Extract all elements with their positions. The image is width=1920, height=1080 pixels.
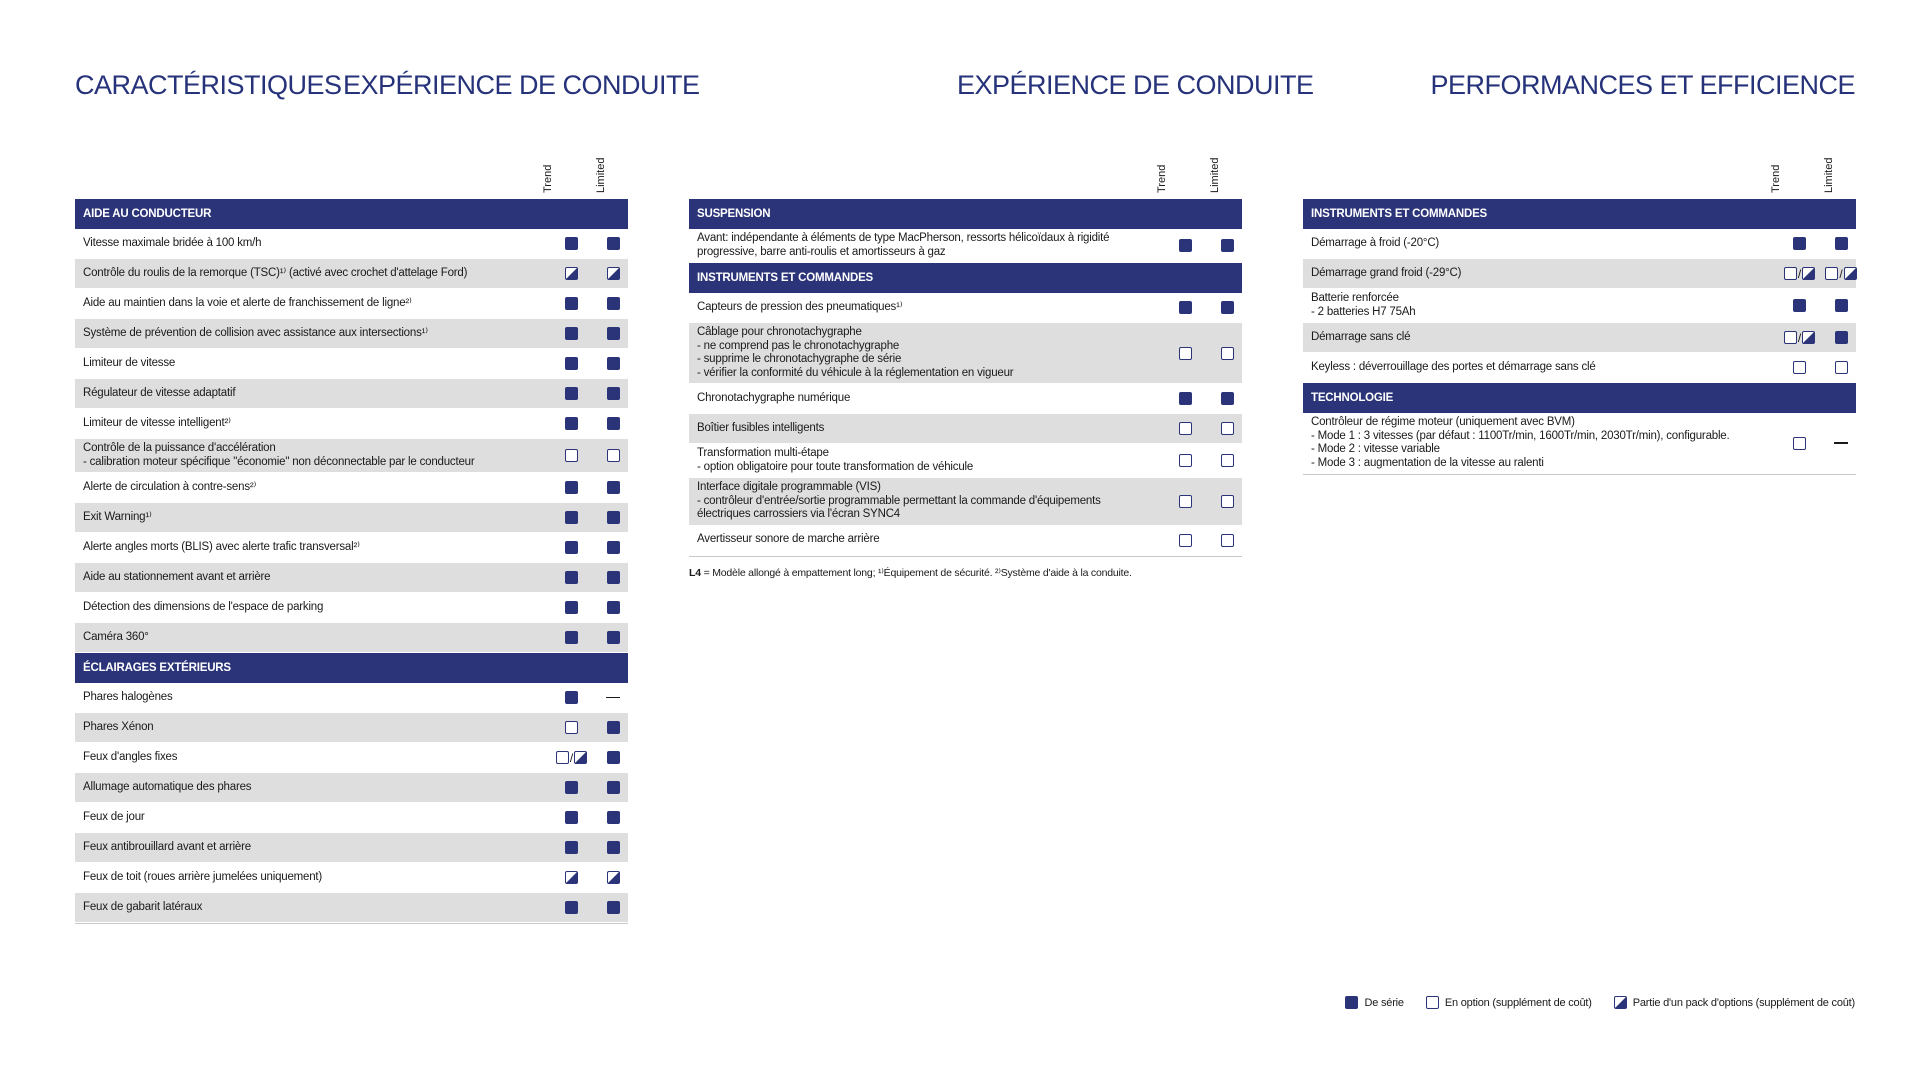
trend-cell (545, 237, 598, 250)
trend-cell (1773, 361, 1826, 374)
table-end-rule (689, 556, 1242, 557)
standard-square-icon (565, 327, 578, 340)
legend-standard-label: De série (1364, 996, 1404, 1009)
standard-square-icon (565, 571, 578, 584)
standard-square-icon (1793, 299, 1806, 312)
not-available-dash-icon (606, 697, 620, 699)
section-header: INSTRUMENTS ET COMMANDES (1303, 199, 1856, 229)
option-square-icon (607, 449, 620, 462)
limited-cell (598, 631, 628, 644)
standard-square-icon (607, 571, 620, 584)
standard-square-icon (565, 691, 578, 704)
pack-square-icon (1614, 996, 1627, 1009)
standard-square-icon (565, 297, 578, 310)
spec-column-2 (689, 0, 1242, 579)
trend-cell (545, 511, 598, 524)
feature-label: Batterie renforcée - 2 batteries H7 75Ah (1311, 292, 1416, 318)
limited-cell (1826, 442, 1856, 444)
trend-cell (1773, 237, 1826, 250)
table-row (689, 444, 1242, 478)
trend-cell (1773, 331, 1826, 345)
table-row (75, 833, 628, 863)
column-header-trend-label: Trend (1156, 164, 1168, 193)
limited-cell (598, 841, 628, 854)
trend-cell (545, 601, 598, 614)
feature-label: Feux de jour (83, 810, 145, 823)
feature-label: Limiteur de vitesse (83, 356, 176, 369)
column-header-trend (538, 151, 558, 193)
limited-cell (598, 417, 628, 430)
trend-cell (545, 571, 598, 584)
trend-cell (545, 481, 598, 494)
table-row (75, 229, 628, 259)
feature-label: Keyless : déverrouillage des portes et démarrage sans clé (1311, 360, 1596, 373)
table-row (1303, 353, 1856, 383)
option-square-icon (1179, 495, 1192, 508)
option-square-icon (1784, 267, 1797, 280)
feature-label: Phares Xénon (83, 720, 154, 733)
trend-cell (545, 449, 598, 462)
pack-square-icon (1844, 267, 1857, 280)
table-row (75, 563, 628, 593)
trend-cell (1159, 347, 1212, 360)
feature-label: Contrôle de la puissance d'accélération - calibration moteur spécifique "économie" non déconnectable par le conducteur (83, 442, 475, 468)
feature-label: Alerte angles morts (BLIS) avec alerte trafic transversal²⁾ (83, 540, 360, 553)
option-square-icon (1179, 454, 1192, 467)
limited-cell (598, 267, 628, 280)
trend-cell (545, 541, 598, 554)
footnote-model-code: L4 (689, 566, 701, 579)
limited-cell (598, 387, 628, 400)
pack-square-icon (565, 267, 578, 280)
standard-square-icon (565, 631, 578, 644)
option-square-icon (565, 721, 578, 734)
page-title-experience-1: EXPÉRIENCE DE CONDUITE (343, 70, 700, 100)
standard-square-icon (1835, 237, 1848, 250)
pack-square-icon (565, 871, 578, 884)
feature-label: Boîtier fusibles intelligents (697, 421, 825, 434)
feature-label: Démarrage grand froid (-29°C) (1311, 266, 1462, 279)
table-row (689, 384, 1242, 414)
standard-square-icon (607, 751, 620, 764)
option-or-pack-indicator (1784, 267, 1815, 281)
trend-cell (1159, 454, 1212, 467)
standard-square-icon (1179, 301, 1192, 314)
feature-label: Capteurs de pression des pneumatiques¹⁾ (697, 300, 903, 313)
standard-square-icon (607, 541, 620, 554)
table-row (689, 478, 1242, 526)
section-header: TECHNOLOGIE (1303, 383, 1856, 413)
legend-standard (1345, 996, 1403, 1009)
feature-label: Alerte de circulation à contre-sens²⁾ (83, 480, 257, 493)
feature-label: Système de prévention de collision avec assistance aux intersections¹⁾ (83, 326, 428, 339)
feature-label: Feux de toit (roues arrière jumelées uniquement) (83, 870, 323, 883)
table-row (1303, 323, 1856, 353)
standard-square-icon (607, 327, 620, 340)
feature-label: Feux de gabarit latéraux (83, 900, 203, 913)
standard-square-icon (565, 541, 578, 554)
limited-cell (1212, 534, 1242, 547)
limited-cell (598, 481, 628, 494)
limited-cell (598, 901, 628, 914)
footnote-text: = Modèle allongé à empattement long; ¹⁾Équipement de sécurité. ²⁾Système d'aide à la conduite. (700, 566, 1132, 579)
limited-cell (1826, 267, 1856, 281)
column-header-trend-label: Trend (542, 164, 554, 193)
limited-cell (598, 357, 628, 370)
option-square-icon (1221, 347, 1234, 360)
slash-separator: / (569, 750, 574, 765)
trend-cell (545, 691, 598, 704)
option-square-icon (1179, 534, 1192, 547)
standard-square-icon (607, 511, 620, 524)
feature-label: Interface digitale programmable (VIS) - contrôleur d'entrée/sortie programmable permettant la commande d'équipements électriques carrossiers via l'écran SYNC4 (697, 481, 1101, 520)
trend-cell (1159, 392, 1212, 405)
standard-square-icon (565, 387, 578, 400)
pack-square-icon (607, 871, 620, 884)
trend-cell (545, 327, 598, 340)
option-square-icon (1179, 347, 1192, 360)
trend-cell (545, 721, 598, 734)
standard-square-icon (565, 841, 578, 854)
limited-cell (1212, 495, 1242, 508)
table-row (75, 409, 628, 439)
feature-label: Démarrage sans clé (1311, 330, 1411, 343)
table-row (75, 623, 628, 653)
page-title-performances: PERFORMANCES ET EFFICIENCE (1430, 70, 1855, 100)
standard-square-icon (607, 781, 620, 794)
limited-cell (1212, 422, 1242, 435)
limited-cell (598, 721, 628, 734)
standard-square-icon (1179, 239, 1192, 252)
standard-square-icon (607, 841, 620, 854)
standard-square-icon (565, 417, 578, 430)
standard-square-icon (565, 357, 578, 370)
table-row (75, 319, 628, 349)
pack-square-icon (1802, 331, 1815, 344)
legend-pack (1614, 996, 1855, 1009)
limited-cell (598, 511, 628, 524)
trend-cell (1159, 239, 1212, 252)
feature-label: Feux d'angles fixes (83, 750, 178, 763)
option-square-icon (1426, 996, 1439, 1009)
standard-square-icon (565, 781, 578, 794)
option-square-icon (565, 449, 578, 462)
feature-label: Feux antibrouillard avant et arrière (83, 840, 251, 853)
footnote (689, 567, 1242, 579)
feature-label: Caméra 360° (83, 630, 149, 643)
option-square-icon (1825, 267, 1838, 280)
table-row (75, 713, 628, 743)
option-square-icon (1221, 495, 1234, 508)
slash-separator: / (1797, 330, 1802, 345)
standard-square-icon (1179, 392, 1192, 405)
limited-cell (598, 601, 628, 614)
limited-cell (1212, 454, 1242, 467)
spec-column-1 (75, 0, 628, 924)
section-header: AIDE AU CONDUCTEUR (75, 199, 628, 229)
limited-cell (598, 781, 628, 794)
option-square-icon (1221, 422, 1234, 435)
table-row (689, 526, 1242, 556)
slash-separator: / (1839, 266, 1843, 281)
standard-square-icon (1793, 237, 1806, 250)
limited-cell (1212, 239, 1242, 252)
trend-cell (1773, 437, 1826, 450)
slash-separator: / (1797, 266, 1802, 281)
feature-label: Phares halogènes (83, 690, 173, 703)
standard-square-icon (565, 811, 578, 824)
trend-cell (545, 357, 598, 370)
limited-cell (1212, 392, 1242, 405)
table-row (75, 683, 628, 713)
option-or-pack-indicator (1784, 331, 1815, 345)
limited-cell (598, 449, 628, 462)
standard-square-icon (565, 601, 578, 614)
option-square-icon (1793, 437, 1806, 450)
feature-label: Contrôle du roulis de la remorque (TSC)¹⁾ (activé avec crochet d'attelage Ford) (83, 266, 468, 279)
option-square-icon (1221, 454, 1234, 467)
table-row (1303, 229, 1856, 259)
limited-cell (598, 871, 628, 884)
feature-label: Aide au maintien dans la voie et alerte de franchissement de ligne²⁾ (83, 296, 412, 309)
pack-square-icon (574, 751, 587, 764)
spec-column-3 (1303, 0, 1856, 475)
section-header: INSTRUMENTS ET COMMANDES (689, 263, 1242, 293)
trend-cell (545, 841, 598, 854)
feature-label: Régulateur de vitesse adaptatif (83, 386, 236, 399)
feature-label: Transformation multi-étape - option obligatoire pour toute transformation de véhicule (697, 447, 974, 473)
trend-cell (545, 811, 598, 824)
standard-square-icon (607, 811, 620, 824)
not-available-dash-icon (1834, 442, 1848, 444)
feature-label: Détection des dimensions de l'espace de parking (83, 600, 324, 613)
standard-square-icon (565, 901, 578, 914)
trend-cell (545, 631, 598, 644)
table-row (1303, 289, 1856, 323)
feature-label: Vitesse maximale bridée à 100 km/h (83, 236, 262, 249)
option-square-icon (1835, 361, 1848, 374)
column-header-trend (1152, 151, 1172, 193)
limited-cell (1826, 237, 1856, 250)
feature-label: Allumage automatique des phares (83, 780, 252, 793)
trend-cell (1773, 299, 1826, 312)
standard-square-icon (1345, 996, 1358, 1009)
column-headers (75, 153, 628, 199)
option-square-icon (1793, 361, 1806, 374)
table-row (75, 379, 628, 409)
table-row (1303, 413, 1856, 474)
feature-label: Exit Warning¹⁾ (83, 510, 152, 523)
table-row (1303, 259, 1856, 289)
feature-label: Avant: indépendante à éléments de type MacPherson, ressorts hélicoïdaux à rigidité progressive, barre anti-roulis et amortisseurs à gaz (697, 232, 1110, 258)
standard-square-icon (1221, 301, 1234, 314)
feature-label: Limiteur de vitesse intelligent²⁾ (83, 416, 231, 429)
limited-cell (598, 751, 628, 764)
feature-label: Avertisseur sonore de marche arrière (697, 533, 880, 546)
standard-square-icon (607, 481, 620, 494)
limited-cell (598, 237, 628, 250)
page-title-experience-2: EXPÉRIENCE DE CONDUITE (957, 70, 1314, 100)
table-row (75, 593, 628, 623)
limited-cell (598, 697, 628, 699)
standard-square-icon (607, 387, 620, 400)
table-end-rule (1303, 474, 1856, 475)
option-square-icon (1179, 422, 1192, 435)
trend-cell (545, 267, 598, 280)
standard-square-icon (607, 601, 620, 614)
section-header: ÉCLAIRAGES EXTÉRIEURS (75, 653, 628, 683)
standard-square-icon (607, 237, 620, 250)
limited-cell (1212, 347, 1242, 360)
column-header-limited-label: Limited (1209, 157, 1221, 193)
pack-square-icon (607, 267, 620, 280)
limited-cell (598, 811, 628, 824)
feature-label: Aide au stationnement avant et arrière (83, 570, 271, 583)
standard-square-icon (607, 721, 620, 734)
limited-cell (598, 327, 628, 340)
legend-pack-label: Partie d'un pack d'options (supplément de coût) (1632, 996, 1855, 1009)
limited-cell (1826, 361, 1856, 374)
feature-label: Contrôleur de régime moteur (uniquement avec BVM) - Mode 1 : 3 vitesses (par défaut : 1100Tr/min, 1600Tr/min, 2030Tr/min), configurable. - Mode 2 : vitesse variable - Mode 3 : augmentation de la vitesse au ralenti (1311, 416, 1730, 469)
trend-cell (545, 781, 598, 794)
feature-label: Démarrage à froid (-20°C) (1311, 236, 1440, 249)
table-row (689, 293, 1242, 323)
column-header-trend-label: Trend (1770, 164, 1782, 193)
option-square-icon (1784, 331, 1797, 344)
limited-cell (598, 571, 628, 584)
pack-square-icon (1802, 267, 1815, 280)
table-row (689, 323, 1242, 384)
table-row (75, 863, 628, 893)
legend-option-label: En option (supplément de coût) (1444, 996, 1592, 1009)
table-row (75, 773, 628, 803)
standard-square-icon (607, 297, 620, 310)
table-row (75, 743, 628, 773)
column-header-limited (1205, 151, 1225, 193)
table-row (75, 259, 628, 289)
page-title-caracteristiques: CARACTÉRISTIQUES (75, 70, 342, 100)
trend-cell (1159, 534, 1212, 547)
trend-cell (1159, 495, 1212, 508)
standard-square-icon (565, 511, 578, 524)
standard-square-icon (1221, 392, 1234, 405)
standard-square-icon (607, 631, 620, 644)
table-row (75, 503, 628, 533)
limited-cell (1826, 299, 1856, 312)
trend-cell (545, 417, 598, 430)
trend-cell (1159, 422, 1212, 435)
column-headers (689, 153, 1242, 199)
limited-cell (598, 541, 628, 554)
table-row (689, 229, 1242, 263)
standard-square-icon (1835, 331, 1848, 344)
table-row (75, 893, 628, 923)
trend-cell (545, 901, 598, 914)
trend-cell (1773, 267, 1826, 281)
table-row (75, 349, 628, 379)
feature-label: Chronotachygraphe numérique (697, 391, 851, 404)
section-header: SUSPENSION (689, 199, 1242, 229)
column-header-trend (1766, 151, 1786, 193)
standard-square-icon (607, 901, 620, 914)
column-headers (1303, 153, 1856, 199)
trend-cell (545, 297, 598, 310)
trend-cell (545, 871, 598, 884)
standard-square-icon (1221, 239, 1234, 252)
column-header-limited-label: Limited (1823, 157, 1835, 193)
standard-square-icon (565, 481, 578, 494)
limited-cell (1826, 331, 1856, 344)
table-row (75, 533, 628, 563)
trend-cell (545, 751, 598, 765)
option-square-icon (1221, 534, 1234, 547)
table-end-rule (75, 923, 628, 924)
table-row (689, 414, 1242, 444)
table-row (75, 803, 628, 833)
column-header-limited (591, 151, 611, 193)
column-header-limited (1819, 151, 1839, 193)
option-square-icon (556, 751, 569, 764)
limited-cell (1212, 301, 1242, 314)
legend (1345, 996, 1855, 1009)
standard-square-icon (607, 357, 620, 370)
trend-cell (1159, 301, 1212, 314)
table-row (75, 473, 628, 503)
legend-option (1426, 996, 1592, 1009)
table-row (75, 439, 628, 473)
standard-square-icon (565, 237, 578, 250)
standard-square-icon (607, 417, 620, 430)
table-row (75, 289, 628, 319)
option-or-pack-indicator (556, 751, 587, 765)
limited-cell (598, 297, 628, 310)
standard-square-icon (1835, 299, 1848, 312)
option-or-pack-indicator (1825, 267, 1856, 281)
trend-cell (545, 387, 598, 400)
feature-label: Câblage pour chronotachygraphe - ne comprend pas le chronotachygraphe - supprime le chronotachygraphe de série - vérifier la conformité du véhicule à la réglementation en vigueur (697, 326, 1014, 379)
column-header-limited-label: Limited (595, 157, 607, 193)
